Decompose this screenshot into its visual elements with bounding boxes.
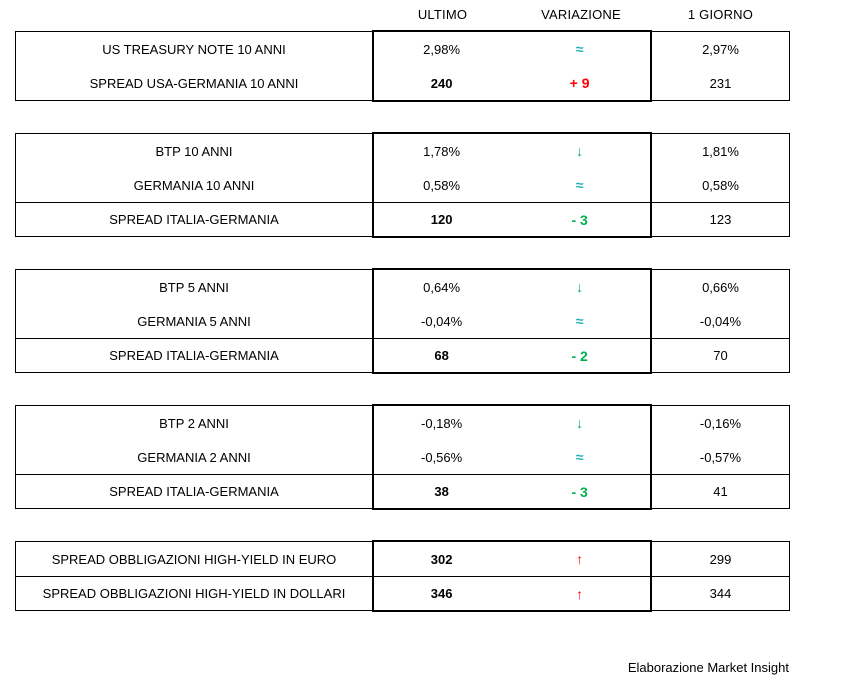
table-block-3 [15, 269, 790, 373]
giorno-value: -0,57% [699, 449, 742, 465]
ultimo-value: -0,18% [421, 415, 463, 431]
row-label: SPREAD ITALIA-GERMANIA [16, 338, 372, 372]
column-header-1-giorno: 1 GIORNO [687, 7, 754, 22]
giorno-value: 41 [652, 474, 789, 508]
row-values [374, 202, 650, 236]
source-attribution: Elaborazione Market Insight [627, 660, 789, 675]
labels-column [15, 269, 373, 373]
down-arrow-icon: ↓ [576, 279, 584, 295]
giorno-column [651, 541, 790, 611]
giorno-value: 344 [652, 576, 789, 610]
down-arrow-icon: ↓ [576, 143, 584, 159]
row-label: GERMANIA 10 ANNI [133, 177, 255, 193]
table-block-2 [15, 133, 790, 237]
ultimo-value: 0,64% [423, 279, 461, 295]
table-block-1 [15, 31, 790, 101]
ultimo-value: 1,78% [423, 143, 461, 159]
ultimo-value: 120 [430, 212, 453, 227]
bond-spread-tables [15, 31, 790, 643]
row-values [374, 576, 650, 610]
row-values [374, 32, 650, 66]
column-header-variazione: VARIAZIONE [541, 7, 621, 22]
giorno-value: 70 [652, 338, 789, 372]
flat-approx-icon: ≈ [575, 41, 584, 57]
row-values [374, 338, 650, 372]
row-values [374, 542, 650, 576]
ultimo-variazione-column [373, 541, 651, 611]
giorno-value: 2,97% [702, 41, 739, 57]
giorno-value: 0,66% [702, 279, 739, 295]
labels-column [15, 541, 373, 611]
up-arrow-icon: ↑ [576, 585, 584, 602]
variation-value: - 3 [571, 211, 588, 228]
giorno-value: 123 [652, 202, 789, 236]
row-label: SPREAD OBBLIGAZIONI HIGH-YIELD IN EURO [51, 551, 337, 567]
ultimo-variazione-column [373, 405, 651, 509]
giorno-column [651, 405, 790, 509]
giorno-value: 299 [709, 551, 732, 567]
labels-column [15, 133, 373, 237]
flat-approx-icon: ≈ [575, 449, 584, 465]
ultimo-value: -0,56% [421, 449, 463, 465]
row-label: BTP 10 ANNI [155, 143, 233, 159]
ultimo-value: 0,58% [423, 177, 461, 193]
row-values [374, 440, 650, 474]
variation-value: + 9 [569, 75, 590, 91]
labels-column [15, 31, 373, 101]
row-values [374, 304, 650, 338]
up-arrow-icon: ↑ [576, 551, 584, 567]
table-block-5 [15, 541, 790, 611]
row-label: GERMANIA 2 ANNI [137, 449, 251, 465]
giorno-column [651, 133, 790, 237]
table-block-4 [15, 405, 790, 509]
giorno-value: 1,81% [702, 143, 739, 159]
flat-approx-icon: ≈ [575, 177, 584, 193]
row-label: SPREAD USA-GERMANIA 10 ANNI [89, 75, 299, 91]
row-values [374, 474, 650, 508]
column-header-ultimo: ULTIMO [417, 7, 468, 22]
giorno-value: 0,58% [702, 177, 739, 193]
row-values [374, 406, 650, 440]
row-label: GERMANIA 5 ANNI [137, 313, 251, 329]
giorno-column [651, 269, 790, 373]
ultimo-value: 68 [434, 348, 449, 363]
row-label: BTP 5 ANNI [159, 279, 229, 295]
row-values [374, 66, 650, 100]
ultimo-value: 240 [430, 75, 453, 91]
row-label: SPREAD OBBLIGAZIONI HIGH-YIELD IN DOLLARI [16, 576, 372, 610]
ultimo-value: -0,04% [421, 313, 463, 329]
ultimo-value: 346 [430, 586, 453, 601]
row-label: SPREAD ITALIA-GERMANIA [16, 202, 372, 236]
labels-column [15, 405, 373, 509]
variation-value: - 3 [571, 483, 588, 500]
ultimo-value: 302 [430, 551, 453, 567]
down-arrow-icon: ↓ [576, 415, 584, 431]
giorno-value: -0,16% [699, 415, 742, 431]
ultimo-variazione-column [373, 133, 651, 237]
giorno-value: 231 [709, 75, 732, 91]
row-label: US TREASURY NOTE 10 ANNI [102, 41, 286, 57]
row-label: SPREAD ITALIA-GERMANIA [16, 474, 372, 508]
variation-value: - 2 [571, 347, 588, 364]
giorno-value: -0,04% [699, 313, 742, 329]
row-values [374, 134, 650, 168]
ultimo-value: 2,98% [423, 41, 461, 57]
flat-approx-icon: ≈ [575, 313, 584, 329]
giorno-column [651, 31, 790, 101]
ultimo-variazione-column [373, 31, 651, 101]
ultimo-variazione-column [373, 269, 651, 373]
row-values [374, 270, 650, 304]
row-values [374, 168, 650, 202]
ultimo-value: 38 [434, 484, 449, 499]
row-label: BTP 2 ANNI [159, 415, 229, 431]
